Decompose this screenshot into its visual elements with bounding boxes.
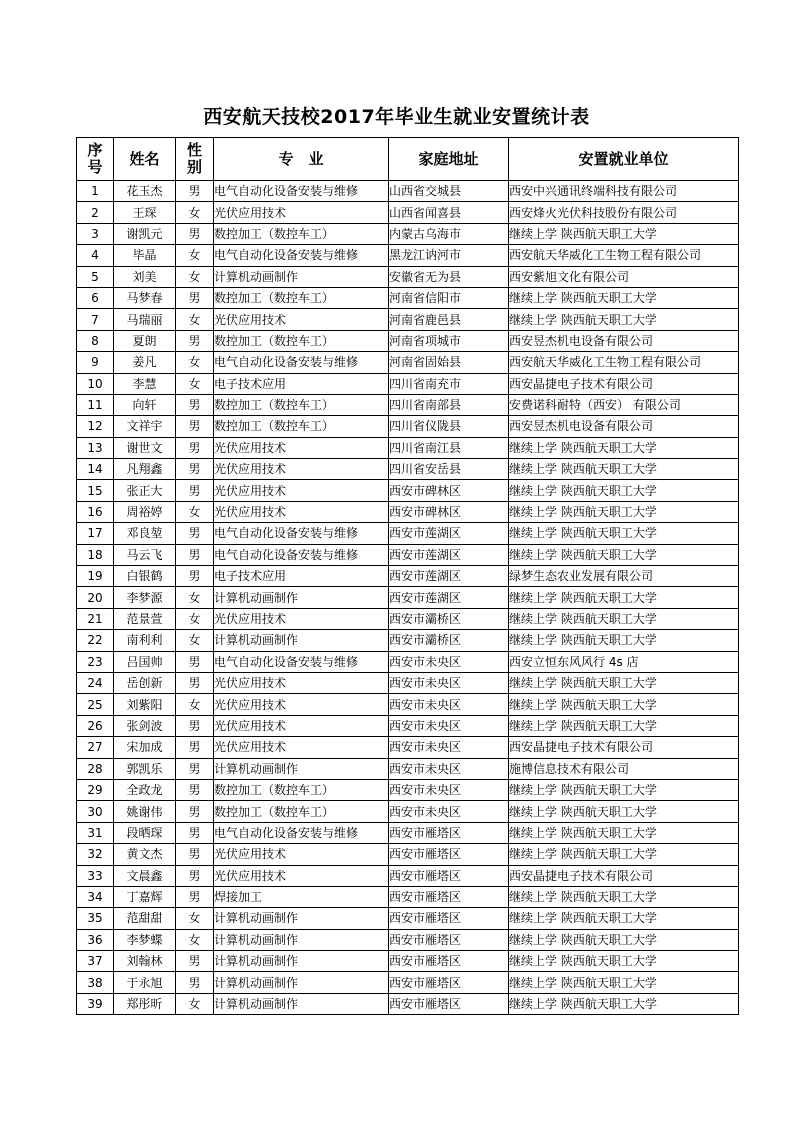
cell-no: 22 bbox=[77, 630, 114, 651]
cell-address: 西安市未央区 bbox=[389, 758, 509, 779]
table-row bbox=[77, 822, 739, 843]
cell-no: 3 bbox=[77, 223, 114, 244]
cell-gender: 男 bbox=[176, 865, 214, 886]
cell-gender: 男 bbox=[176, 437, 214, 458]
cell-no: 30 bbox=[77, 801, 114, 822]
cell-name: 黄文杰 bbox=[114, 844, 176, 865]
cell-address: 西安市未央区 bbox=[389, 651, 509, 672]
cell-employer: 继续上学 陕西航天职工大学 bbox=[509, 480, 739, 501]
cell-employer: 继续上学 陕西航天职工大学 bbox=[509, 309, 739, 330]
cell-gender: 女 bbox=[176, 993, 214, 1014]
cell-address: 西安市未央区 bbox=[389, 715, 509, 736]
cell-no: 25 bbox=[77, 694, 114, 715]
cell-gender: 女 bbox=[176, 608, 214, 629]
document-title: 西安航天技校2017年毕业生就业安置统计表 bbox=[203, 106, 590, 128]
cell-employer: 继续上学 陕西航天职工大学 bbox=[509, 951, 739, 972]
cell-major: 计算机动画制作 bbox=[214, 587, 389, 608]
cell-name: 王琛 bbox=[114, 202, 176, 223]
cell-gender: 男 bbox=[176, 416, 214, 437]
table-row bbox=[77, 202, 739, 223]
cell-no: 19 bbox=[77, 566, 114, 587]
cell-name: 张剑波 bbox=[114, 715, 176, 736]
cell-gender: 女 bbox=[176, 373, 214, 394]
cell-gender: 男 bbox=[176, 523, 214, 544]
cell-no: 21 bbox=[77, 608, 114, 629]
cell-address: 西安市碑林区 bbox=[389, 501, 509, 522]
cell-major: 数控加工（数控车工） bbox=[214, 330, 389, 351]
header-seq-line2: 号 bbox=[87, 158, 103, 176]
cell-name: 马云飞 bbox=[114, 544, 176, 565]
cell-name: 李慧 bbox=[114, 373, 176, 394]
table-row bbox=[77, 330, 739, 351]
table-row bbox=[77, 801, 739, 822]
cell-employer: 继续上学 陕西航天职工大学 bbox=[509, 501, 739, 522]
cell-employer: 继续上学 陕西航天职工大学 bbox=[509, 672, 739, 693]
cell-name: 李梦源 bbox=[114, 587, 176, 608]
cell-gender: 男 bbox=[176, 394, 214, 415]
cell-address: 西安市雁塔区 bbox=[389, 886, 509, 907]
cell-name: 丁嘉辉 bbox=[114, 886, 176, 907]
cell-major: 电子技术应用 bbox=[214, 566, 389, 587]
cell-address: 黑龙江讷河市 bbox=[389, 245, 509, 266]
table-row bbox=[77, 865, 739, 886]
cell-name: 刘翰林 bbox=[114, 951, 176, 972]
cell-address: 西安市未央区 bbox=[389, 672, 509, 693]
cell-major: 计算机动画制作 bbox=[214, 630, 389, 651]
cell-employer: 继续上学 陕西航天职工大学 bbox=[509, 223, 739, 244]
cell-no: 26 bbox=[77, 715, 114, 736]
cell-employer: 继续上学 陕西航天职工大学 bbox=[509, 587, 739, 608]
cell-employer: 继续上学 陕西航天职工大学 bbox=[509, 544, 739, 565]
table-row bbox=[77, 608, 739, 629]
cell-no: 18 bbox=[77, 544, 114, 565]
cell-employer: 施博信息技术有限公司 bbox=[509, 758, 739, 779]
cell-address: 四川省南江县 bbox=[389, 437, 509, 458]
header-employer: 安置就业单位 bbox=[509, 138, 739, 181]
cell-address: 西安市雁塔区 bbox=[389, 822, 509, 843]
cell-address: 四川省仪陇县 bbox=[389, 416, 509, 437]
cell-name: 范景萱 bbox=[114, 608, 176, 629]
cell-address: 四川省南充市 bbox=[389, 373, 509, 394]
cell-major: 计算机动画制作 bbox=[214, 951, 389, 972]
cell-address: 西安市未央区 bbox=[389, 801, 509, 822]
cell-name: 白银鹤 bbox=[114, 566, 176, 587]
cell-name: 夏朗 bbox=[114, 330, 176, 351]
cell-gender: 女 bbox=[176, 245, 214, 266]
cell-gender: 男 bbox=[176, 459, 214, 480]
header-gender bbox=[176, 138, 214, 181]
cell-no: 7 bbox=[77, 309, 114, 330]
cell-name: 李梦蝶 bbox=[114, 929, 176, 950]
cell-major: 光伏应用技术 bbox=[214, 844, 389, 865]
cell-gender: 男 bbox=[176, 822, 214, 843]
cell-no: 28 bbox=[77, 758, 114, 779]
cell-address: 西安市雁塔区 bbox=[389, 951, 509, 972]
header-row bbox=[77, 138, 739, 181]
table-row bbox=[77, 908, 739, 929]
cell-gender: 男 bbox=[176, 181, 214, 202]
cell-address: 山西省闻喜县 bbox=[389, 202, 509, 223]
cell-major: 电气自动化设备安装与维修 bbox=[214, 181, 389, 202]
cell-employer: 西安中兴通讯终端科技有限公司 bbox=[509, 181, 739, 202]
cell-employer: 继续上学 陕西航天职工大学 bbox=[509, 886, 739, 907]
cell-address: 河南省固始县 bbox=[389, 352, 509, 373]
cell-major: 光伏应用技术 bbox=[214, 437, 389, 458]
cell-no: 4 bbox=[77, 245, 114, 266]
cell-employer: 西安晶捷电子技术有限公司 bbox=[509, 865, 739, 886]
cell-employer: 继续上学 陕西航天职工大学 bbox=[509, 929, 739, 950]
header-seq bbox=[77, 138, 114, 181]
cell-address: 西安市莲湖区 bbox=[389, 587, 509, 608]
cell-gender: 男 bbox=[176, 651, 214, 672]
cell-address: 西安市未央区 bbox=[389, 694, 509, 715]
cell-major: 光伏应用技术 bbox=[214, 501, 389, 522]
cell-gender: 男 bbox=[176, 801, 214, 822]
table-row bbox=[77, 566, 739, 587]
cell-no: 15 bbox=[77, 480, 114, 501]
header-address: 家庭地址 bbox=[389, 138, 509, 181]
table-row bbox=[77, 715, 739, 736]
cell-employer: 继续上学 陕西航天职工大学 bbox=[509, 993, 739, 1014]
cell-no: 1 bbox=[77, 181, 114, 202]
cell-major: 计算机动画制作 bbox=[214, 993, 389, 1014]
table-row bbox=[77, 779, 739, 800]
cell-no: 24 bbox=[77, 672, 114, 693]
cell-no: 37 bbox=[77, 951, 114, 972]
cell-major: 光伏应用技术 bbox=[214, 694, 389, 715]
cell-gender: 男 bbox=[176, 951, 214, 972]
cell-gender: 女 bbox=[176, 266, 214, 287]
table-row bbox=[77, 672, 739, 693]
table-row bbox=[77, 523, 739, 544]
header-major: 专 业 bbox=[214, 138, 389, 181]
table-row bbox=[77, 287, 739, 308]
cell-name: 段晒琛 bbox=[114, 822, 176, 843]
table-row bbox=[77, 373, 739, 394]
cell-employer: 继续上学 陕西航天职工大学 bbox=[509, 844, 739, 865]
cell-name: 岳创新 bbox=[114, 672, 176, 693]
table-row bbox=[77, 651, 739, 672]
table-row bbox=[77, 394, 739, 415]
cell-gender: 男 bbox=[176, 758, 214, 779]
cell-address: 内蒙古乌海市 bbox=[389, 223, 509, 244]
cell-name: 马梦春 bbox=[114, 287, 176, 308]
cell-no: 29 bbox=[77, 779, 114, 800]
table-row bbox=[77, 544, 739, 565]
cell-employer: 继续上学 陕西航天职工大学 bbox=[509, 287, 739, 308]
cell-employer: 西安昱杰机电设备有限公司 bbox=[509, 330, 739, 351]
cell-gender: 女 bbox=[176, 202, 214, 223]
cell-no: 33 bbox=[77, 865, 114, 886]
cell-no: 17 bbox=[77, 523, 114, 544]
cell-no: 13 bbox=[77, 437, 114, 458]
cell-employer: 西安昱杰机电设备有限公司 bbox=[509, 416, 739, 437]
cell-no: 36 bbox=[77, 929, 114, 950]
cell-major: 计算机动画制作 bbox=[214, 929, 389, 950]
cell-address: 四川省安岳县 bbox=[389, 459, 509, 480]
cell-no: 14 bbox=[77, 459, 114, 480]
cell-name: 文晨鑫 bbox=[114, 865, 176, 886]
cell-employer: 继续上学 陕西航天职工大学 bbox=[509, 694, 739, 715]
cell-gender: 女 bbox=[176, 908, 214, 929]
header-name: 姓名 bbox=[114, 138, 176, 181]
cell-address: 四川省南部县 bbox=[389, 394, 509, 415]
cell-employer: 西安紫旭文化有限公司 bbox=[509, 266, 739, 287]
cell-address: 西安市雁塔区 bbox=[389, 844, 509, 865]
cell-no: 27 bbox=[77, 737, 114, 758]
table-row bbox=[77, 630, 739, 651]
cell-address: 河南省鹿邑县 bbox=[389, 309, 509, 330]
table-row bbox=[77, 416, 739, 437]
cell-name: 周裕婷 bbox=[114, 501, 176, 522]
table-row bbox=[77, 993, 739, 1014]
table-row bbox=[77, 758, 739, 779]
cell-address: 西安市莲湖区 bbox=[389, 523, 509, 544]
cell-no: 10 bbox=[77, 373, 114, 394]
cell-address: 西安市未央区 bbox=[389, 737, 509, 758]
cell-major: 光伏应用技术 bbox=[214, 309, 389, 330]
cell-address: 河南省项城市 bbox=[389, 330, 509, 351]
cell-no: 34 bbox=[77, 886, 114, 907]
cell-address: 西安市雁塔区 bbox=[389, 908, 509, 929]
cell-major: 电气自动化设备安装与维修 bbox=[214, 822, 389, 843]
cell-address: 西安市莲湖区 bbox=[389, 566, 509, 587]
cell-employer: 继续上学 陕西航天职工大学 bbox=[509, 523, 739, 544]
cell-gender: 男 bbox=[176, 886, 214, 907]
placement-table bbox=[76, 137, 739, 1015]
table-row bbox=[77, 309, 739, 330]
table-row bbox=[77, 266, 739, 287]
cell-name: 全政龙 bbox=[114, 779, 176, 800]
table-row bbox=[77, 972, 739, 993]
cell-major: 光伏应用技术 bbox=[214, 459, 389, 480]
cell-address: 西安市未央区 bbox=[389, 779, 509, 800]
cell-name: 吕国帅 bbox=[114, 651, 176, 672]
cell-gender: 男 bbox=[176, 544, 214, 565]
cell-name: 谢世文 bbox=[114, 437, 176, 458]
cell-gender: 男 bbox=[176, 779, 214, 800]
cell-major: 光伏应用技术 bbox=[214, 865, 389, 886]
cell-gender: 男 bbox=[176, 844, 214, 865]
cell-employer: 继续上学 陕西航天职工大学 bbox=[509, 608, 739, 629]
cell-no: 16 bbox=[77, 501, 114, 522]
cell-major: 电气自动化设备安装与维修 bbox=[214, 245, 389, 266]
cell-name: 凡翔鑫 bbox=[114, 459, 176, 480]
cell-employer: 继续上学 陕西航天职工大学 bbox=[509, 908, 739, 929]
cell-name: 向轩 bbox=[114, 394, 176, 415]
cell-no: 9 bbox=[77, 352, 114, 373]
cell-employer: 西安烽火光伏科技股份有限公司 bbox=[509, 202, 739, 223]
cell-employer: 继续上学 陕西航天职工大学 bbox=[509, 437, 739, 458]
cell-major: 计算机动画制作 bbox=[214, 908, 389, 929]
cell-gender: 男 bbox=[176, 737, 214, 758]
cell-address: 西安市雁塔区 bbox=[389, 929, 509, 950]
cell-no: 2 bbox=[77, 202, 114, 223]
cell-no: 12 bbox=[77, 416, 114, 437]
cell-major: 焊接加工 bbox=[214, 886, 389, 907]
cell-major: 电气自动化设备安装与维修 bbox=[214, 544, 389, 565]
cell-name: 刘紫阳 bbox=[114, 694, 176, 715]
cell-major: 计算机动画制作 bbox=[214, 758, 389, 779]
cell-gender: 女 bbox=[176, 694, 214, 715]
cell-address: 西安市碑林区 bbox=[389, 480, 509, 501]
cell-address: 安徽省无为县 bbox=[389, 266, 509, 287]
cell-name: 刘美 bbox=[114, 266, 176, 287]
cell-no: 8 bbox=[77, 330, 114, 351]
cell-no: 38 bbox=[77, 972, 114, 993]
cell-gender: 男 bbox=[176, 223, 214, 244]
table-row bbox=[77, 223, 739, 244]
cell-gender: 女 bbox=[176, 501, 214, 522]
cell-no: 20 bbox=[77, 587, 114, 608]
cell-name: 马瑞丽 bbox=[114, 309, 176, 330]
cell-name: 郑彤昕 bbox=[114, 993, 176, 1014]
cell-major: 数控加工（数控车工） bbox=[214, 223, 389, 244]
cell-employer: 继续上学 陕西航天职工大学 bbox=[509, 822, 739, 843]
cell-gender: 男 bbox=[176, 715, 214, 736]
cell-major: 光伏应用技术 bbox=[214, 715, 389, 736]
cell-no: 31 bbox=[77, 822, 114, 843]
cell-address: 西安市雁塔区 bbox=[389, 865, 509, 886]
cell-name: 宋加成 bbox=[114, 737, 176, 758]
header-gender-line1: 性 bbox=[186, 141, 202, 159]
cell-gender: 女 bbox=[176, 587, 214, 608]
cell-no: 35 bbox=[77, 908, 114, 929]
cell-major: 数控加工（数控车工） bbox=[214, 416, 389, 437]
cell-no: 23 bbox=[77, 651, 114, 672]
cell-name: 文祥宇 bbox=[114, 416, 176, 437]
cell-gender: 男 bbox=[176, 287, 214, 308]
cell-name: 范甜甜 bbox=[114, 908, 176, 929]
cell-name: 姜凡 bbox=[114, 352, 176, 373]
cell-major: 数控加工（数控车工） bbox=[214, 394, 389, 415]
cell-no: 5 bbox=[77, 266, 114, 287]
cell-address: 西安市灞桥区 bbox=[389, 630, 509, 651]
cell-gender: 女 bbox=[176, 352, 214, 373]
cell-major: 光伏应用技术 bbox=[214, 672, 389, 693]
cell-employer: 继续上学 陕西航天职工大学 bbox=[509, 630, 739, 651]
cell-major: 电气自动化设备安装与维修 bbox=[214, 352, 389, 373]
cell-gender: 男 bbox=[176, 566, 214, 587]
cell-employer: 西安立恒东风风行 4s 店 bbox=[509, 651, 739, 672]
cell-name: 张正大 bbox=[114, 480, 176, 501]
cell-major: 光伏应用技术 bbox=[214, 480, 389, 501]
cell-gender: 男 bbox=[176, 672, 214, 693]
cell-address: 河南省信阳市 bbox=[389, 287, 509, 308]
cell-gender: 男 bbox=[176, 972, 214, 993]
cell-name: 南利利 bbox=[114, 630, 176, 651]
cell-employer: 西安晶捷电子技术有限公司 bbox=[509, 373, 739, 394]
cell-major: 数控加工（数控车工） bbox=[214, 801, 389, 822]
cell-address: 西安市雁塔区 bbox=[389, 993, 509, 1014]
cell-major: 数控加工（数控车工） bbox=[214, 287, 389, 308]
cell-gender: 女 bbox=[176, 630, 214, 651]
cell-gender: 男 bbox=[176, 480, 214, 501]
cell-name: 谢凯元 bbox=[114, 223, 176, 244]
table-row bbox=[77, 929, 739, 950]
cell-major: 计算机动画制作 bbox=[214, 972, 389, 993]
cell-major: 电气自动化设备安装与维修 bbox=[214, 523, 389, 544]
header-gender-line2: 别 bbox=[186, 158, 202, 176]
cell-employer: 西安航天华威化工生物工程有限公司 bbox=[509, 352, 739, 373]
cell-no: 32 bbox=[77, 844, 114, 865]
cell-major: 数控加工（数控车工） bbox=[214, 779, 389, 800]
cell-address: 西安市莲湖区 bbox=[389, 544, 509, 565]
cell-employer: 继续上学 陕西航天职工大学 bbox=[509, 972, 739, 993]
cell-name: 于永旭 bbox=[114, 972, 176, 993]
table-body bbox=[77, 181, 739, 1015]
cell-address: 西安市雁塔区 bbox=[389, 972, 509, 993]
cell-no: 11 bbox=[77, 394, 114, 415]
table-row bbox=[77, 587, 739, 608]
cell-employer: 继续上学 陕西航天职工大学 bbox=[509, 459, 739, 480]
table-row bbox=[77, 352, 739, 373]
cell-gender: 女 bbox=[176, 309, 214, 330]
cell-major: 电子技术应用 bbox=[214, 373, 389, 394]
table-row bbox=[77, 437, 739, 458]
table-row bbox=[77, 480, 739, 501]
cell-employer: 继续上学 陕西航天职工大学 bbox=[509, 715, 739, 736]
table-row bbox=[77, 886, 739, 907]
table-row bbox=[77, 459, 739, 480]
cell-major: 光伏应用技术 bbox=[214, 608, 389, 629]
cell-name: 姚谢伟 bbox=[114, 801, 176, 822]
cell-major: 光伏应用技术 bbox=[214, 737, 389, 758]
header-seq-line1: 序 bbox=[87, 141, 103, 159]
cell-name: 郭凯乐 bbox=[114, 758, 176, 779]
table-row bbox=[77, 501, 739, 522]
cell-employer: 绿梦生态农业发展有限公司 bbox=[509, 566, 739, 587]
cell-employer: 继续上学 陕西航天职工大学 bbox=[509, 779, 739, 800]
cell-gender: 男 bbox=[176, 330, 214, 351]
cell-gender: 女 bbox=[176, 929, 214, 950]
cell-no: 39 bbox=[77, 993, 114, 1014]
table-row bbox=[77, 694, 739, 715]
cell-name: 花玉杰 bbox=[114, 181, 176, 202]
cell-name: 邓良堃 bbox=[114, 523, 176, 544]
cell-address: 西安市灞桥区 bbox=[389, 608, 509, 629]
cell-employer: 安费诺科耐特（西安） 有限公司 bbox=[509, 394, 739, 415]
cell-no: 6 bbox=[77, 287, 114, 308]
cell-employer: 继续上学 陕西航天职工大学 bbox=[509, 801, 739, 822]
table-row bbox=[77, 951, 739, 972]
cell-name: 毕晶 bbox=[114, 245, 176, 266]
cell-address: 山西省交城县 bbox=[389, 181, 509, 202]
table-row bbox=[77, 844, 739, 865]
table-row bbox=[77, 245, 739, 266]
cell-employer: 西安晶捷电子技术有限公司 bbox=[509, 737, 739, 758]
table-row bbox=[77, 181, 739, 202]
cell-employer: 西安航天华威化工生物工程有限公司 bbox=[509, 245, 739, 266]
table-row bbox=[77, 737, 739, 758]
cell-major: 计算机动画制作 bbox=[214, 266, 389, 287]
cell-major: 电气自动化设备安装与维修 bbox=[214, 651, 389, 672]
cell-major: 光伏应用技术 bbox=[214, 202, 389, 223]
